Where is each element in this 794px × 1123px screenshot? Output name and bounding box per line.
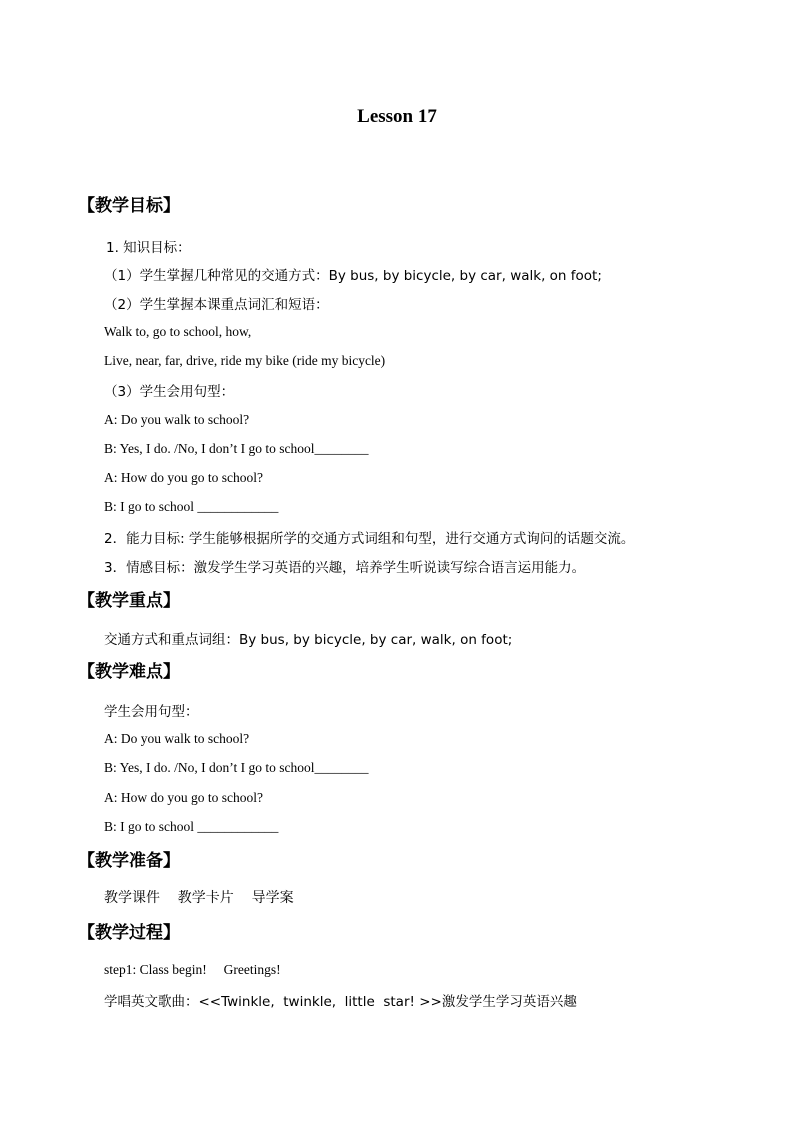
objective-line-5: Live, near, far, drive, ride my bike (ride my bicycle) <box>104 353 386 368</box>
process-line-2: 学唱英文歌曲：<<Twinkle, twinkle, little star! >>激发学生学习英语兴趣 <box>104 994 577 1010</box>
heading-preparation: 【教学准备】 <box>78 851 180 871</box>
preparation-line-1: 教学课件 教学卡片 导学案 <box>104 890 294 906</box>
objective-line-12: 3．情感目标：激发学生学习英语的兴趣，培养学生听说读写综合语言运用能力。 <box>104 560 586 576</box>
objective-line-8: B: Yes, I do. /No, I don’t I go to school________ <box>104 441 369 456</box>
heading-key-points: 【教学重点】 <box>78 591 180 611</box>
difficulty-line-1: 学生会用句型： <box>104 704 199 720</box>
objective-line-11: 2．能力目标: 学生能够根据所学的交通方式词组和句型，进行交通方式询问的话题交流。 <box>104 531 635 547</box>
key-point-line-1: 交通方式和重点词组：By bus, by bicycle, by car, walk, on foot; <box>104 632 513 648</box>
heading-objectives: 【教学目标】 <box>78 196 180 216</box>
process-line-1: step1: Class begin! Greetings! <box>104 962 281 977</box>
difficulty-line-5: B: I go to school ____________ <box>104 819 279 834</box>
objective-line-6: （3）学生会用句型： <box>104 384 235 400</box>
difficulty-line-3: B: Yes, I do. /No, I don’t I go to school________ <box>104 760 369 775</box>
objective-line-1: 1. 知识目标： <box>106 240 191 256</box>
objective-line-4: Walk to, go to school, how, <box>104 324 252 339</box>
difficulty-line-4: A: How do you go to school? <box>104 790 263 805</box>
objective-line-10: B: I go to school ____________ <box>104 499 279 514</box>
objective-line-9: A: How do you go to school? <box>104 470 263 485</box>
objective-line-7: A: Do you walk to school? <box>104 412 250 427</box>
objective-line-2: （1）学生掌握几种常见的交通方式：By bus, by bicycle, by car, walk, on foot; <box>104 268 602 284</box>
heading-process: 【教学过程】 <box>78 923 180 943</box>
heading-difficulties: 【教学难点】 <box>78 662 180 682</box>
objective-line-3: （2）学生掌握本课重点词汇和短语： <box>104 297 329 313</box>
page-title: Lesson 17 <box>357 106 437 127</box>
difficulty-line-2: A: Do you walk to school? <box>104 731 250 746</box>
